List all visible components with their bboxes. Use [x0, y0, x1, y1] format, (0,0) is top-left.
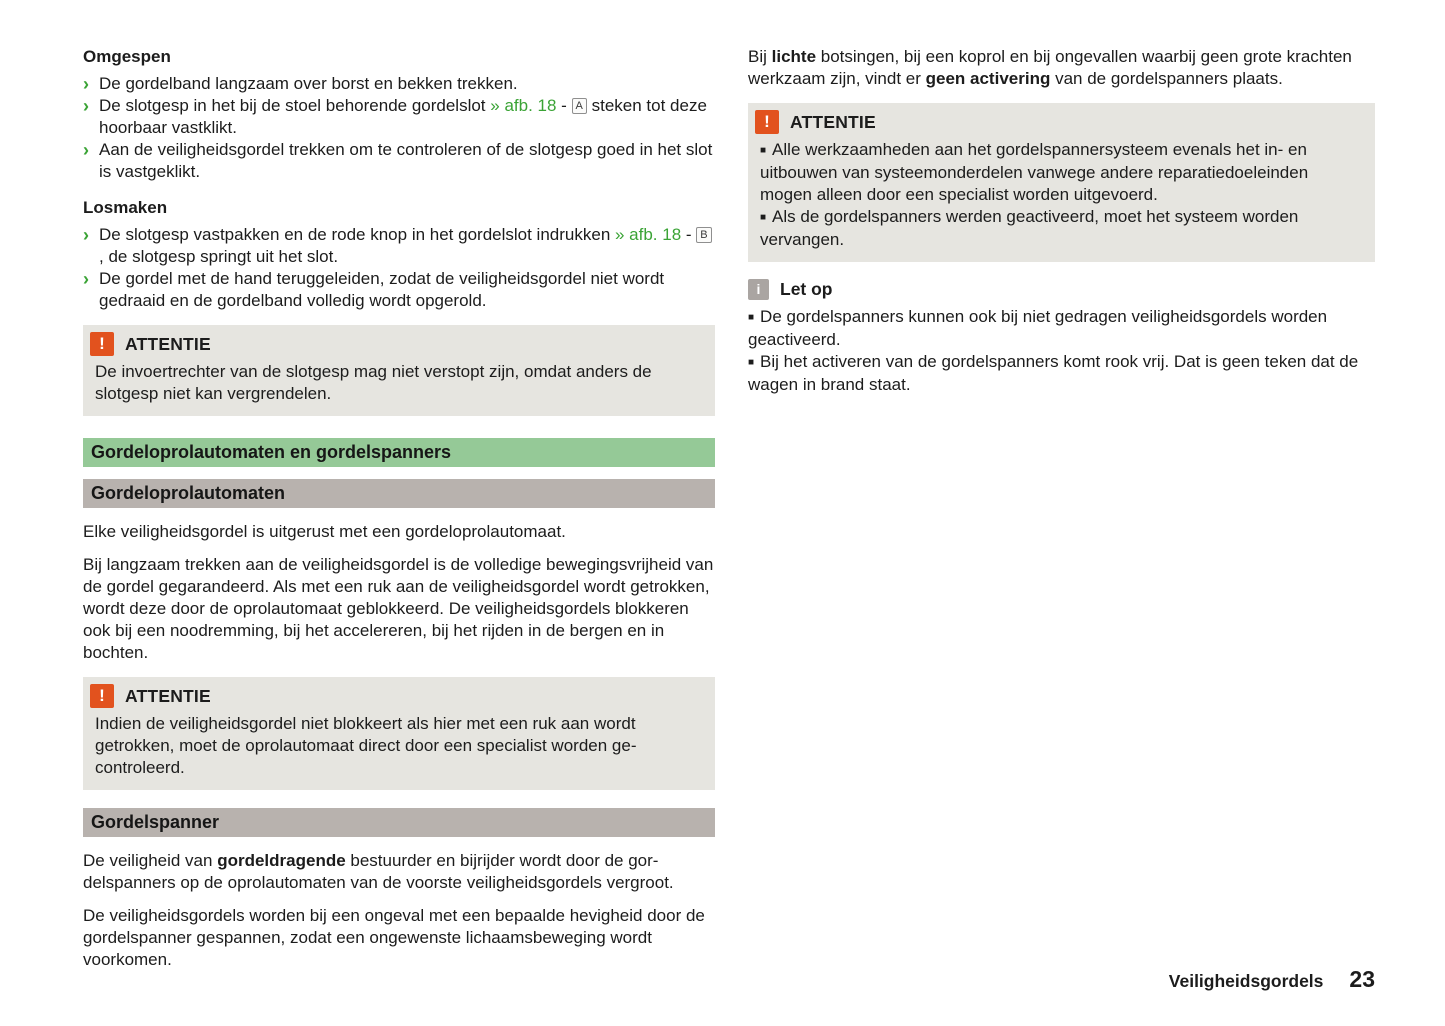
right-column: [748, 46, 1375, 396]
text-segment: De gordelspanners kunnen ook bij niet gedragen veiligheidsgordels worden geactiveerd.: [748, 307, 1328, 349]
attention-title: ATTENTIE: [125, 334, 211, 354]
list-item: [83, 268, 715, 312]
attention-bullet: [760, 206, 1363, 251]
bold-text: gordeldragende: [217, 851, 346, 870]
info-icon: i: [748, 279, 769, 300]
callout-letter-b: B: [696, 227, 711, 243]
attention-title: ATTENTIE: [790, 112, 876, 132]
bullet-arrow-icon: ›: [83, 96, 89, 116]
bullet-square-icon: ■: [748, 312, 755, 323]
list-item: [83, 73, 715, 95]
warning-icon: !: [755, 110, 779, 134]
bullet-arrow-icon: ›: [83, 269, 89, 289]
paragraph: [748, 46, 1375, 90]
omgespen-step-list: [83, 73, 715, 183]
text-segment: steken tot deze hoorbaar vastklikt.: [99, 96, 707, 137]
attention-text: De invoertrechter van de slotgesp mag niet verstopt zijn, omdat anders de slotgesp niet kan vergrendelen.: [95, 362, 652, 403]
text-segment: De slotgesp in het bij de stoel behorende gordelslot: [99, 96, 491, 115]
attention-box: [83, 677, 715, 790]
bullet-square-icon: ■: [748, 357, 755, 368]
step-text: [99, 225, 712, 266]
attention-list: [760, 139, 1363, 251]
bold-text: geen activering: [925, 69, 1051, 88]
note-header: [748, 278, 1375, 300]
text-segment: Als de gordelspanners werden geactiveerd, moet het systeem worden vervangen.: [760, 207, 1299, 249]
text-segment: van de gordelspanners plaats.: [1050, 69, 1283, 88]
page-footer: [1169, 968, 1375, 992]
attention-text: Indien de veiligheidsgordel niet blokkeert als hier met een ruk aan wordt getrokken, moet de oprolautomaat direct door een specialist worden gecontroleerd.: [95, 714, 637, 777]
text-segment: Bij het activeren van de gordelspanners komt rook vrij. Dat is geen teken dat de wagen in brand staat.: [748, 352, 1359, 394]
bold-text: lichte: [771, 47, 817, 66]
bullet-square-icon: ■: [760, 145, 767, 156]
attention-bullet: [760, 139, 1363, 206]
two-column-layout: [83, 46, 1375, 971]
bullet-arrow-icon: ›: [83, 225, 89, 245]
bullet-square-icon: ■: [760, 212, 767, 223]
text-segment: -: [556, 96, 572, 115]
note-title: Let op: [780, 279, 833, 299]
step-text: Aan de veiligheidsgordel trekken om te controleren of de slotgesp goed in het slot is vastgeklikt.: [99, 140, 713, 181]
callout-letter-a: A: [572, 98, 587, 114]
step-text: De gordel met de hand teruggeleiden, zodat de veiligheidsgordel niet wordt gedraaid en de gordelband volledig wordt opgerold.: [99, 269, 665, 310]
attention-box: [83, 325, 715, 416]
section-header: Gordeloprolautomaten en gordelspanners: [83, 438, 715, 467]
note-bullet: [748, 306, 1375, 351]
step-text: [99, 96, 707, 137]
attention-header: [90, 684, 703, 708]
paragraph: [83, 850, 715, 894]
text-segment: , de slotgesp springt uit het slot.: [99, 247, 339, 266]
bullet-arrow-icon: ›: [83, 140, 89, 160]
text-segment: botsingen, bij een koprol en bij ongevallen waarbij geen grote krachten werkzaam zijn, vindt er: [748, 47, 1352, 88]
bullet-arrow-icon: ›: [83, 74, 89, 94]
paragraph: Elke veiligheidsgordel is uitgerust met een gordeloprolautomaat.: [83, 522, 566, 541]
list-item: [83, 95, 715, 139]
text-segment: -: [681, 225, 697, 244]
note-list: [748, 306, 1375, 396]
step-text: De gordelband langzaam over borst en bekken trekken.: [99, 74, 518, 93]
losmaken-step-list: [83, 224, 715, 312]
attention-header: [755, 110, 1363, 134]
attention-header: [90, 332, 703, 356]
footer-section-label: Veiligheidsgordels: [1168, 971, 1324, 991]
text-segment: Alle werkzaamheden aan het gordelspannersysteem evenals het in- en uitbouwen van systeemonderdelen vanwege andere reparatiedoeleinden mogen alleen door een specialist worden uitgevoerd.: [760, 140, 1309, 204]
list-item: [83, 224, 715, 268]
text-segment: De veiligheid van: [83, 851, 218, 870]
warning-icon: !: [90, 332, 114, 356]
text-segment: bestuurder en bijrijder wordt door de gordelspanners op de oprolautomaten van de voorste veiligheidsgordels vergroot.: [83, 851, 674, 892]
attention-title: ATTENTIE: [125, 686, 211, 706]
paragraph: Bij langzaam trekken aan de veiligheidsgordel is de volledige bewegingsvrijheid van de gordel gegarandeerd. Als met een ruk aan de veiligheidsgordel wordt getrokken, wordt deze door de oprolautomaat geblokkeerd. De veiligheidsgordels blokkeren ook bij een noodremming, bij het accelereren, bij het rijden in de bergen en in bochten.: [83, 555, 714, 662]
note-bullet: [748, 351, 1375, 396]
text-segment: Bij: [748, 47, 772, 66]
left-column: [83, 46, 715, 971]
warning-icon: !: [90, 684, 114, 708]
heading-losmaken: Losmaken: [83, 198, 168, 217]
sub-section-header: Gordeloprolautomaten: [83, 479, 715, 508]
paragraph: De veiligheidsgordels worden bij een ongeval met een bepaalde hevigheid door de gordelspanner gespannen, zodat een ongewenste lichaamsbeweging wordt voorkomen.: [83, 906, 705, 969]
sub-section-header: Gordelspanner: [83, 808, 715, 837]
list-item: [83, 139, 715, 183]
text-segment: De slotgesp vastpakken en de rode knop in het gordelslot indrukken: [99, 225, 615, 244]
figure-ref-link[interactable]: » afb. 18: [615, 225, 682, 244]
attention-box: [748, 103, 1375, 262]
footer-page-number: 23: [1349, 966, 1375, 992]
heading-omgespen: Omgespen: [83, 47, 171, 66]
figure-ref-link[interactable]: » afb. 18: [490, 96, 557, 115]
